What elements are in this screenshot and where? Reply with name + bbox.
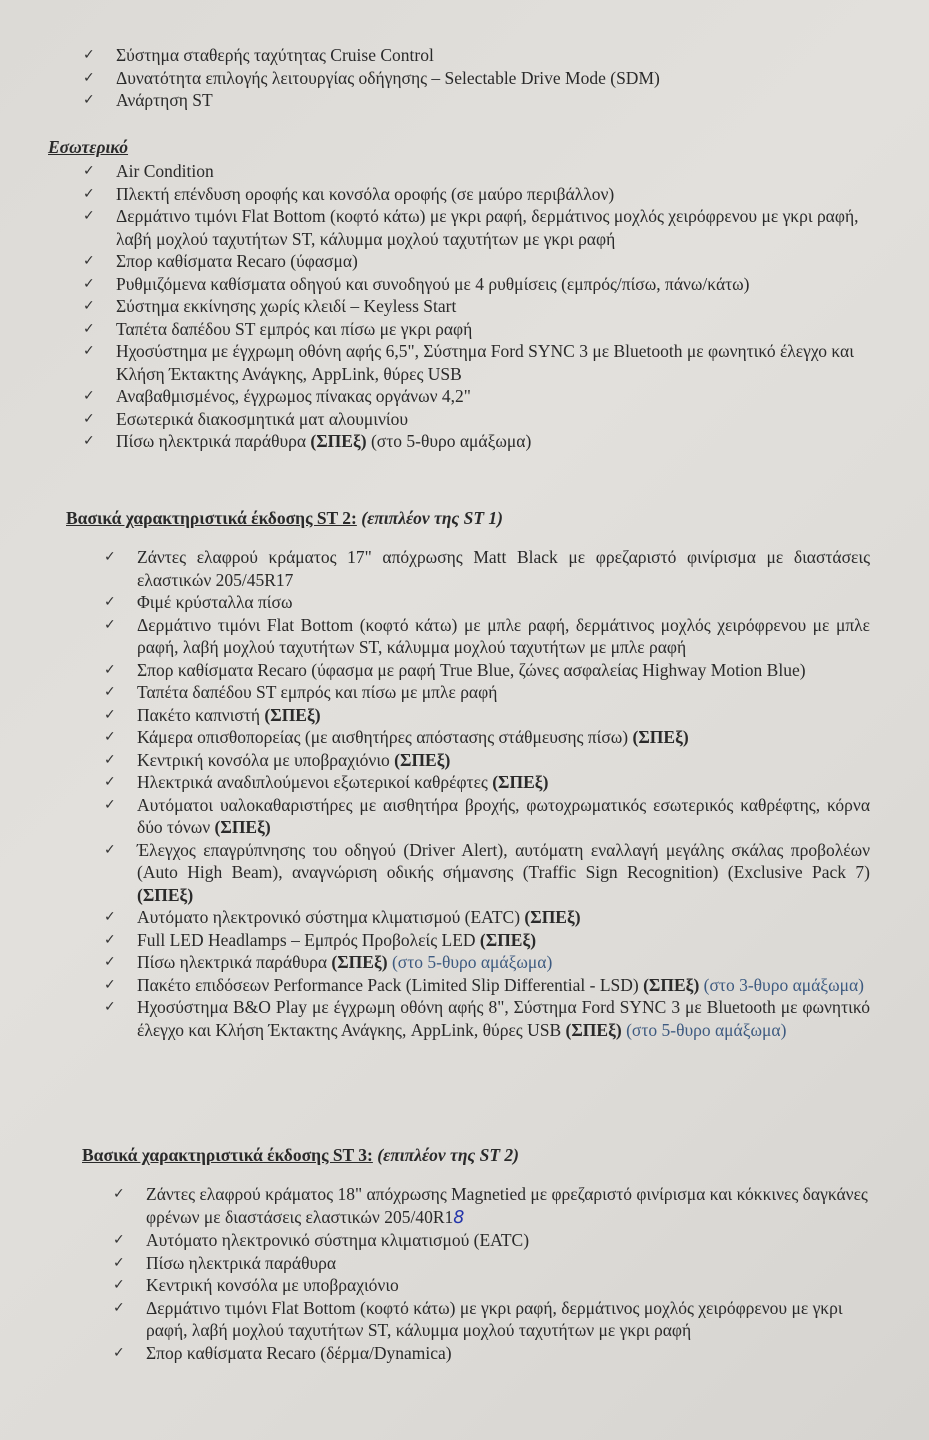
st3-heading-text: Βασικά χαρακτηριστικά έκδοσης ST 3: (82, 1145, 373, 1165)
list-item (104, 951, 870, 974)
list-item (83, 340, 870, 385)
list-item (83, 44, 876, 67)
list-item (104, 726, 870, 749)
list-item (83, 89, 876, 112)
body-type-note: (στο 5-θυρο αμάξωμα) (621, 1019, 787, 1040)
st2-heading-text: Βασικά χαρακτηριστικά έκδοσης ST 2: (66, 508, 357, 528)
checkmark-icon: ✓ (83, 320, 95, 337)
st2-feature-list (104, 546, 870, 1041)
item-text: Κάμερα οπισθοπορείας (με αισθητήρες απόστασης στάθμευσης πίσω) (137, 727, 633, 747)
checkmark-icon: ✓ (113, 1186, 125, 1202)
checkmark-icon: ✓ (104, 549, 116, 565)
list-item (83, 205, 870, 250)
checkmark-icon: ✓ (104, 976, 116, 993)
optional-extra-badge: (ΣΠΕξ) (492, 772, 549, 792)
list-item (104, 704, 870, 727)
optional-extra-badge: (ΣΠΕξ) (479, 929, 537, 950)
checkmark-icon: ✓ (113, 1254, 125, 1271)
item-text: Αυτόματο ηλεκτρονικό σύστημα κλιματισμού (EATC) (146, 1230, 530, 1250)
checkmark-icon: ✓ (83, 47, 95, 63)
interior-feature-list (83, 160, 870, 453)
list-item (104, 771, 870, 794)
item-text: Σύστημα εκκίνησης χωρίς κλειδί – Keyless Start (116, 296, 457, 316)
item-text: Πακέτο επιδόσεων Performance Pack (Limited Slip Differential - LSD) (137, 974, 644, 995)
list-item (104, 546, 870, 591)
item-text: Αυτόματο ηλεκτρονικό σύστημα κλιματισμού (EATC) (137, 907, 525, 927)
checkmark-icon: ✓ (83, 185, 95, 202)
item-text: Ταπέτα δαπέδου ST εμπρός και πίσω με γκρι ραφή (116, 318, 473, 339)
optional-extra-badge: (ΣΠΕξ) (331, 952, 388, 972)
item-text: Πίσω ηλεκτρικά παράθυρα (146, 1252, 337, 1273)
list-item (83, 408, 870, 431)
st3-heading-note: (επιπλέον της ST 2) (377, 1145, 519, 1165)
item-text: Ζάντες ελαφρού κράματος 17" απόχρωσης Matt Black με φρεζαριστό φινίρισμα με διαστάσεις ελαστικών 205/45R17 (137, 547, 870, 590)
optional-extra-badge: (ΣΠΕξ) (643, 974, 700, 995)
checkmark-icon: ✓ (104, 999, 116, 1015)
item-text: Ταπέτα δαπέδου ST εμπρός και πίσω με μπλε ραφή (137, 682, 498, 702)
checkmark-icon: ✓ (104, 796, 116, 813)
list-item (113, 1229, 872, 1252)
item-text: Πίσω ηλεκτρικά παράθυρα (137, 952, 332, 972)
item-text: Πακέτο καπνιστή (137, 704, 265, 725)
item-text: Full LED Headlamps – Εμπρός Προβολείς LED (137, 929, 480, 950)
list-item (83, 318, 870, 341)
interior-heading (48, 136, 128, 158)
item-text: Φιμέ κρύσταλλα πίσω (137, 592, 293, 612)
st3-feature-list (113, 1183, 872, 1364)
list-item (104, 614, 870, 659)
handwritten-correction: 8 (453, 1207, 465, 1228)
checkmark-icon: ✓ (83, 92, 95, 108)
checkmark-icon: ✓ (104, 594, 116, 610)
item-text: Σπορ καθίσματα Recaro (ύφασμα) (116, 251, 358, 271)
checkmark-icon: ✓ (83, 253, 95, 269)
optional-extra-badge: (ΣΠΕξ) (137, 884, 194, 905)
item-text: Αναβαθμισμένος, έγχρωμος πίνακας οργάνων 4,2" (116, 386, 471, 406)
list-item (113, 1183, 872, 1229)
item-text: Πίσω ηλεκτρικά παράθυρα (116, 431, 311, 451)
item-text: Σπορ καθίσματα Recaro (ύφασμα με ραφή True Blue, ζώνες ασφαλείας Highway Motion Blue) (137, 659, 806, 680)
checkmark-icon: ✓ (113, 1232, 125, 1248)
checkmark-icon: ✓ (113, 1299, 125, 1316)
item-text: Σπορ καθίσματα Recaro (δέρμα/Dynamica) (146, 1342, 452, 1363)
optional-extra-badge: (ΣΠΕξ) (310, 431, 367, 451)
checkmark-icon: ✓ (104, 954, 116, 970)
item-text: Ηχοσύστημα B&O Play με έγχρωμη οθόνη αφής 8", Σύστημα Ford SYNC 3 με Bluetooth με φωνητικό έλεγχο και Κλήση Έκτακτης Ανάγκης, AppLink, θύρες USB (137, 997, 870, 1040)
list-item (113, 1297, 872, 1342)
item-text: Έλεγχος επαγρύπνησης του οδηγού (Driver Alert), αυτόματη εναλλαγή μεγάλης σκάλας προβολέων (Auto High Beam), αναγνώριση οδικής σήμανσης (Traffic Sign Recognition) (Exclusive Pack 7) (137, 839, 870, 882)
list-item (83, 295, 870, 318)
list-item (83, 430, 870, 453)
item-text: Σύστημα σταθερής ταχύτητας Cruise Control (116, 45, 434, 65)
list-item (83, 250, 870, 273)
checkmark-icon: ✓ (113, 1277, 125, 1293)
optional-extra-badge: (ΣΠΕξ) (632, 727, 689, 747)
list-item (104, 749, 870, 772)
checkmark-icon: ✓ (104, 751, 116, 768)
checkmark-icon: ✓ (83, 433, 95, 449)
item-text: Ζάντες ελαφρού κράματος 18" απόχρωσης Magnetied με φρεζαριστό φινίρισμα και κόκκινες δαγκάνες φρένων με διαστάσεις ελαστικών 205/40R1 (146, 1184, 868, 1227)
list-item (113, 1342, 872, 1365)
list-item (83, 67, 876, 90)
list-item (104, 929, 870, 952)
list-item (113, 1252, 872, 1275)
item-text: Ανάρτηση ST (116, 90, 213, 110)
list-item (104, 659, 870, 682)
checkmark-icon: ✓ (104, 774, 116, 790)
checkmark-icon: ✓ (83, 410, 95, 427)
optional-extra-badge: (ΣΠΕξ) (394, 749, 451, 770)
item-text: Ηλεκτρικά αναδιπλούμενοι εξωτερικοί καθρέφτες (137, 772, 493, 792)
item-text: Κεντρική κονσόλα με υποβραχιόνιο (137, 749, 395, 770)
checkmark-icon: ✓ (104, 931, 116, 948)
item-text: Ρυθμιζόμενα καθίσματα οδηγού και συνοδηγού με 4 ρυθμίσεις (εμπρός/πίσω, πάνω/κάτω) (116, 273, 750, 294)
item-text: Δερμάτινο τιμόνι Flat Bottom (κοφτό κάτω) με μπλε ραφή, δερμάτινος μοχλός χειρόφρενου με μπλε ραφή, λαβή μοχλού ταχυτήτων ST, κάλυμμα μοχλού ταχυτήτων με μπλε ραφή (137, 614, 870, 657)
list-item (104, 906, 870, 929)
item-tail: (στο 5-θυρο αμάξωμα) (366, 431, 532, 451)
checkmark-icon: ✓ (104, 706, 116, 723)
list-item (104, 591, 870, 614)
optional-extra-badge: (ΣΠΕξ) (565, 1019, 622, 1040)
checkmark-icon: ✓ (104, 616, 116, 633)
item-text: Κεντρική κονσόλα με υποβραχιόνιο (146, 1275, 399, 1295)
checkmark-icon: ✓ (83, 208, 95, 224)
checkmark-icon: ✓ (83, 69, 95, 86)
checkmark-icon: ✓ (83, 275, 95, 292)
checkmark-icon: ✓ (83, 298, 95, 314)
optional-extra-badge: (ΣΠΕξ) (214, 817, 271, 837)
body-type-note: (στο 5-θυρο αμάξωμα) (387, 952, 553, 972)
item-text: Δυνατότητα επιλογής λειτουργίας οδήγησης – Selectable Drive Mode (SDM) (116, 67, 660, 88)
optional-extra-badge: (ΣΠΕξ) (524, 907, 581, 927)
item-text: Air Condition (116, 161, 214, 181)
st2-heading-note: (επιπλέον της ST 1) (361, 508, 503, 528)
item-text: Δερμάτινο τιμόνι Flat Bottom (κοφτό κάτω) με γκρι ραφή, δερμάτινος μοχλός χειρόφρενου με γκρι ραφή, λαβή μοχλού ταχυτήτων ST, κάλυμμα μοχλού ταχυτήτων με γκρι ραφή (116, 206, 859, 249)
list-item (104, 839, 870, 907)
list-item (83, 160, 870, 183)
optional-extra-badge: (ΣΠΕξ) (264, 704, 321, 725)
list-item (104, 794, 870, 839)
interior-heading-text: Εσωτερικό (48, 137, 129, 157)
checkmark-icon: ✓ (83, 163, 95, 179)
checkmark-icon: ✓ (104, 841, 116, 858)
list-item (104, 681, 870, 704)
checkmark-icon: ✓ (83, 343, 95, 359)
st3-heading (82, 1144, 519, 1166)
list-item (83, 183, 870, 206)
list-item (104, 996, 870, 1041)
body-type-note: (στο 3-θυρο αμάξωμα) (699, 974, 864, 995)
list-item (83, 273, 870, 296)
list-item (104, 974, 870, 997)
st2-heading (66, 507, 503, 529)
item-text: Δερμάτινο τιμόνι Flat Bottom (κοφτό κάτω) με γκρι ραφή, δερμάτινος μοχλός χειρόφρενου με γκρι ραφή, λαβή μοχλού ταχυτήτων ST, κάλυμμα μοχλού ταχυτήτων με γκρι ραφή (146, 1297, 843, 1340)
list-item (113, 1274, 872, 1297)
top-feature-list (83, 44, 876, 112)
item-text: Ηχοσύστημα με έγχρωμη οθόνη αφής 6,5", Σύστημα Ford SYNC 3 με Bluetooth με φωνητικό έλεγχο και Κλήση Έκτακτης Ανάγκης, AppLink, θύρες USB (116, 341, 854, 384)
checkmark-icon: ✓ (113, 1344, 125, 1361)
checkmark-icon: ✓ (104, 684, 116, 700)
checkmark-icon: ✓ (83, 388, 95, 404)
checkmark-icon: ✓ (104, 729, 116, 745)
item-text: Εσωτερικά διακοσμητικά ματ αλουμινίου (116, 408, 409, 429)
checkmark-icon: ✓ (104, 909, 116, 925)
list-item (83, 385, 870, 408)
item-text: Αυτόματοι υαλοκαθαριστήρες με αισθητήρα βροχής, φωτοχρωματικός εσωτερικός καθρέφτης, κόρνα δύο τόνων (137, 794, 870, 837)
checkmark-icon: ✓ (104, 661, 116, 678)
item-text: Πλεκτή επένδυση οροφής και κονσόλα οροφής (σε μαύρο περιβάλλον) (116, 183, 615, 204)
